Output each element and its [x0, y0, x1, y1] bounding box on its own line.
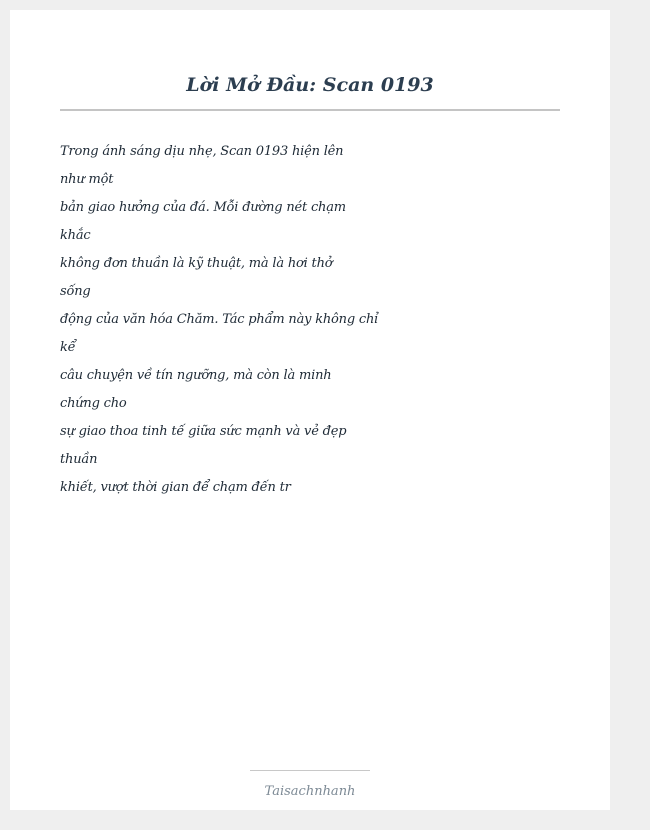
title-divider — [60, 109, 560, 111]
body-text — [60, 138, 390, 502]
body-line: câu chuyện về tín ngưỡng, mà còn là minh — [60, 368, 332, 383]
page-title: Lời Mở Đầu: Scan 0193 — [186, 74, 434, 96]
body-line: như một — [60, 172, 114, 187]
body-line: sự giao thoa tinh tế giữa sức mạnh và vẻ đẹp — [60, 424, 347, 439]
body-line: sống — [60, 284, 91, 299]
body-line: chứng cho — [60, 396, 127, 411]
footer-divider — [250, 770, 370, 771]
body-line: bản giao hưởng của đá. Mỗi đường nét chạm — [60, 200, 346, 215]
footer-brand: Taisachnhanh — [264, 784, 356, 799]
body-line: không đơn thuần là kỹ thuật, mà là hơi thở — [60, 256, 333, 271]
body-line: kể — [60, 340, 76, 355]
body-line: Trong ánh sáng dịu nhẹ, Scan 0193 hiện lên — [60, 144, 344, 159]
body-line: thuần — [60, 452, 98, 467]
body-line: động của văn hóa Chăm. Tác phẩm này không chỉ — [60, 312, 379, 327]
body-line: khắc — [60, 228, 91, 243]
document-page — [10, 10, 610, 810]
body-line: khiết, vượt thời gian để chạm đến tr — [60, 480, 291, 495]
